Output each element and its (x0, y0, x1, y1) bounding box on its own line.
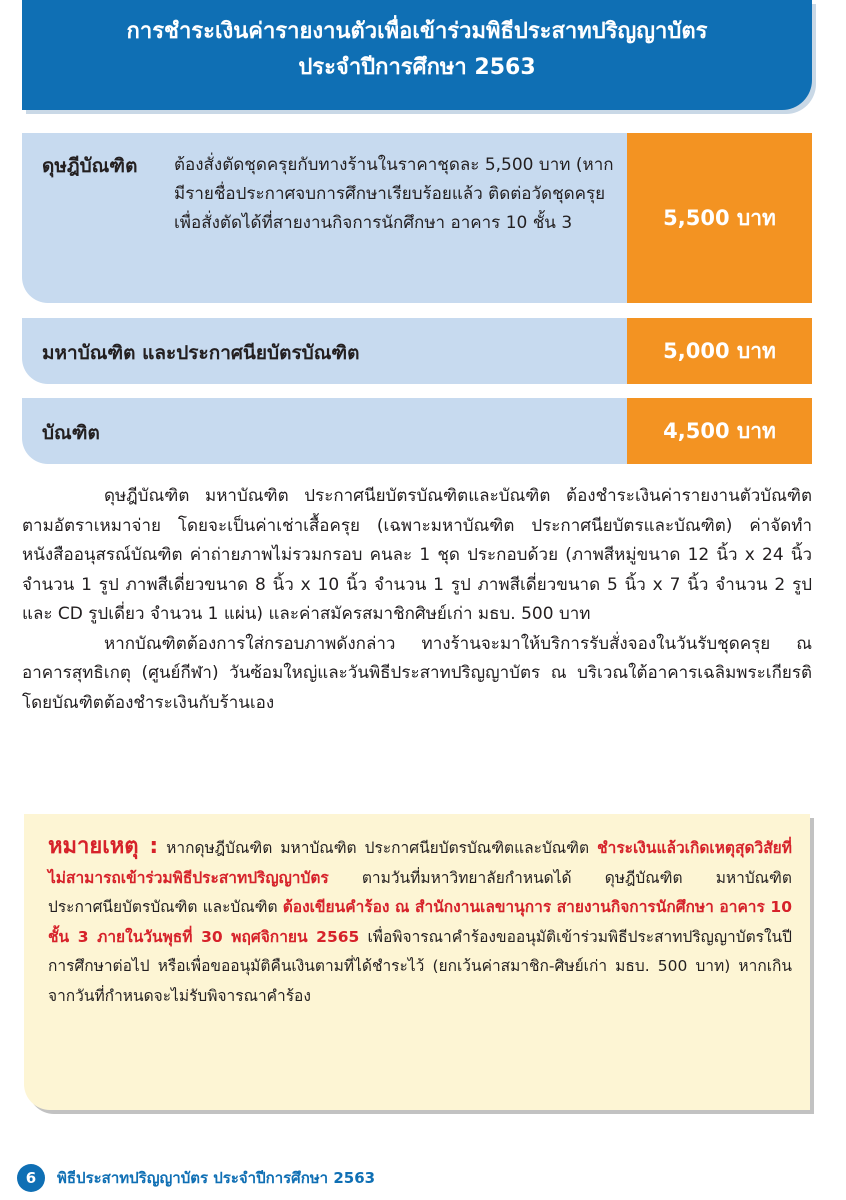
page-number: 6 (17, 1164, 45, 1192)
page-footer (17, 1162, 375, 1194)
note-highlight-2: ต้องเขียนคำร้อง ณ สำนักงานเลขานุการ สายงานกิจการนักศึกษา อาคาร 10 ชั้น 3 ภายในวันพุธที่ 30 พฤศจิกายน 2565 (48, 898, 792, 946)
fee-row-left (22, 398, 627, 464)
fee-amount: 5,000 บาท (627, 318, 812, 384)
fee-label: มหาบัณฑิต และประกาศนียบัตรบัณฑิต (42, 342, 360, 364)
note-heading: หมายเหตุ : (48, 834, 159, 859)
note-text-2: ตามวันที่มหาวิทยาลัยกำหนดได้ ดุษฎีบัณฑิต มหาบัณฑิต ประกาศนียบัตรบัณฑิต และบัณฑิต (48, 868, 792, 916)
body-text (22, 482, 812, 718)
note-text-1: หากดุษฎีบัณฑิต มหาบัณฑิต ประกาศนียบัตรบัณฑิตและบัณฑิต (166, 839, 590, 857)
note-text (48, 832, 792, 1011)
note-text-3: เพื่อพิจารณาคำร้องขออนุมัติเข้าร่วมพิธีประสาทปริญญาบัตรในปีการศึกษาต่อไป หรือเพื่อขออนุมัติคืนเงินตามที่ได้ชำระไว้ (ยกเว้นค่าสมาชิก-ศิษย์เก่า มธบ. 500 บาท) หากเกินจากวันที่กำหนดจะไม่รับพิจารณาคำร้อง (48, 927, 792, 1005)
fee-description: ต้องสั่งตัดชุดครุยกับทางร้านในราคาชุดละ 5,500 บาท (หากมีรายชื่อประกาศจบการศึกษาเรียบร้อยแล้ว ติดต่อวัดชุดครุยเพื่อสั่งตัดได้ที่สายงานกิจการนักศึกษา อาคาร 10 ชั้น 3 (174, 155, 614, 233)
title-line-1: การชำระเงินค่ารายงานตัวเพื่อเข้าร่วมพิธีประสาทปริญญาบัตร (126, 19, 708, 44)
fee-label: บัณฑิต (42, 422, 100, 444)
note-highlight-1: ชำระเงินแล้วเกิดเหตุสุดวิสัยที่ไม่สามารถเข้าร่วมพิธีประสาทปริญญาบัตร (48, 839, 792, 887)
fee-row-left (22, 318, 627, 384)
fee-row-bachelor (22, 398, 812, 464)
paragraph-fees-detail: ดุษฎีบัณฑิต มหาบัณฑิต ประกาศนียบัตรบัณฑิตและบัณฑิต ต้องชำระเงินค่ารายงานตัวบัณฑิต ตามอัตราเหมาจ่าย โดยจะเป็นค่าเช่าเสื้อครุย (เฉพาะมหาบัณฑิต ประกาศนียบัตรและบัณฑิต) ค่าจัดทำหนังสืออนุสรณ์บัณฑิต ค่าถ่ายภาพไม่รวมกรอบ คนละ 1 ชุด ประกอบด้วย (ภาพสีหมู่ขนาด 12 นิ้ว x 24 นิ้ว จำนวน 1 รูป ภาพสีเดี่ยวขนาด 8 นิ้ว x 10 นิ้ว จำนวน 1 รูป ภาพสีเดี่ยวขนาด 5 นิ้ว x 7 นิ้ว จำนวน 2 รูป และ CD รูปเดี่ยว จำนวน 1 แผ่น) และค่าสมัครสมาชิกศิษย์เก่า มธบ. 500 บาท (22, 486, 812, 624)
header-banner (22, 0, 812, 110)
paragraph-frame-order: หากบัณฑิตต้องการใส่กรอบภาพดังกล่าว ทางร้านจะมาให้บริการรับสั่งจองในวันรับชุดครุย ณ อาคารสุทธิเกตุ (ศูนย์กีฬา) วันซ้อมใหญ่และวันพิธีประสาทปริญญาบัตร ณ บริเวณใต้อาคารเฉลิมพระเกียรติ โดยบัณฑิตต้องชำระเงินกับร้านเอง (22, 633, 812, 713)
fee-label: ดุษฎีบัณฑิต (42, 155, 138, 177)
fee-row-doctoral (22, 133, 812, 303)
fee-row-left (22, 133, 627, 303)
note-box (24, 814, 810, 1110)
fee-amount: 4,500 บาท (627, 398, 812, 464)
page-title (22, 14, 812, 86)
fee-row-master (22, 318, 812, 384)
footer-title: พิธีประสาทปริญญาบัตร ประจำปีการศึกษา 2563 (57, 1169, 376, 1187)
title-line-2: ประจำปีการศึกษา 2563 (298, 55, 536, 80)
fee-amount: 5,500 บาท (627, 133, 812, 303)
